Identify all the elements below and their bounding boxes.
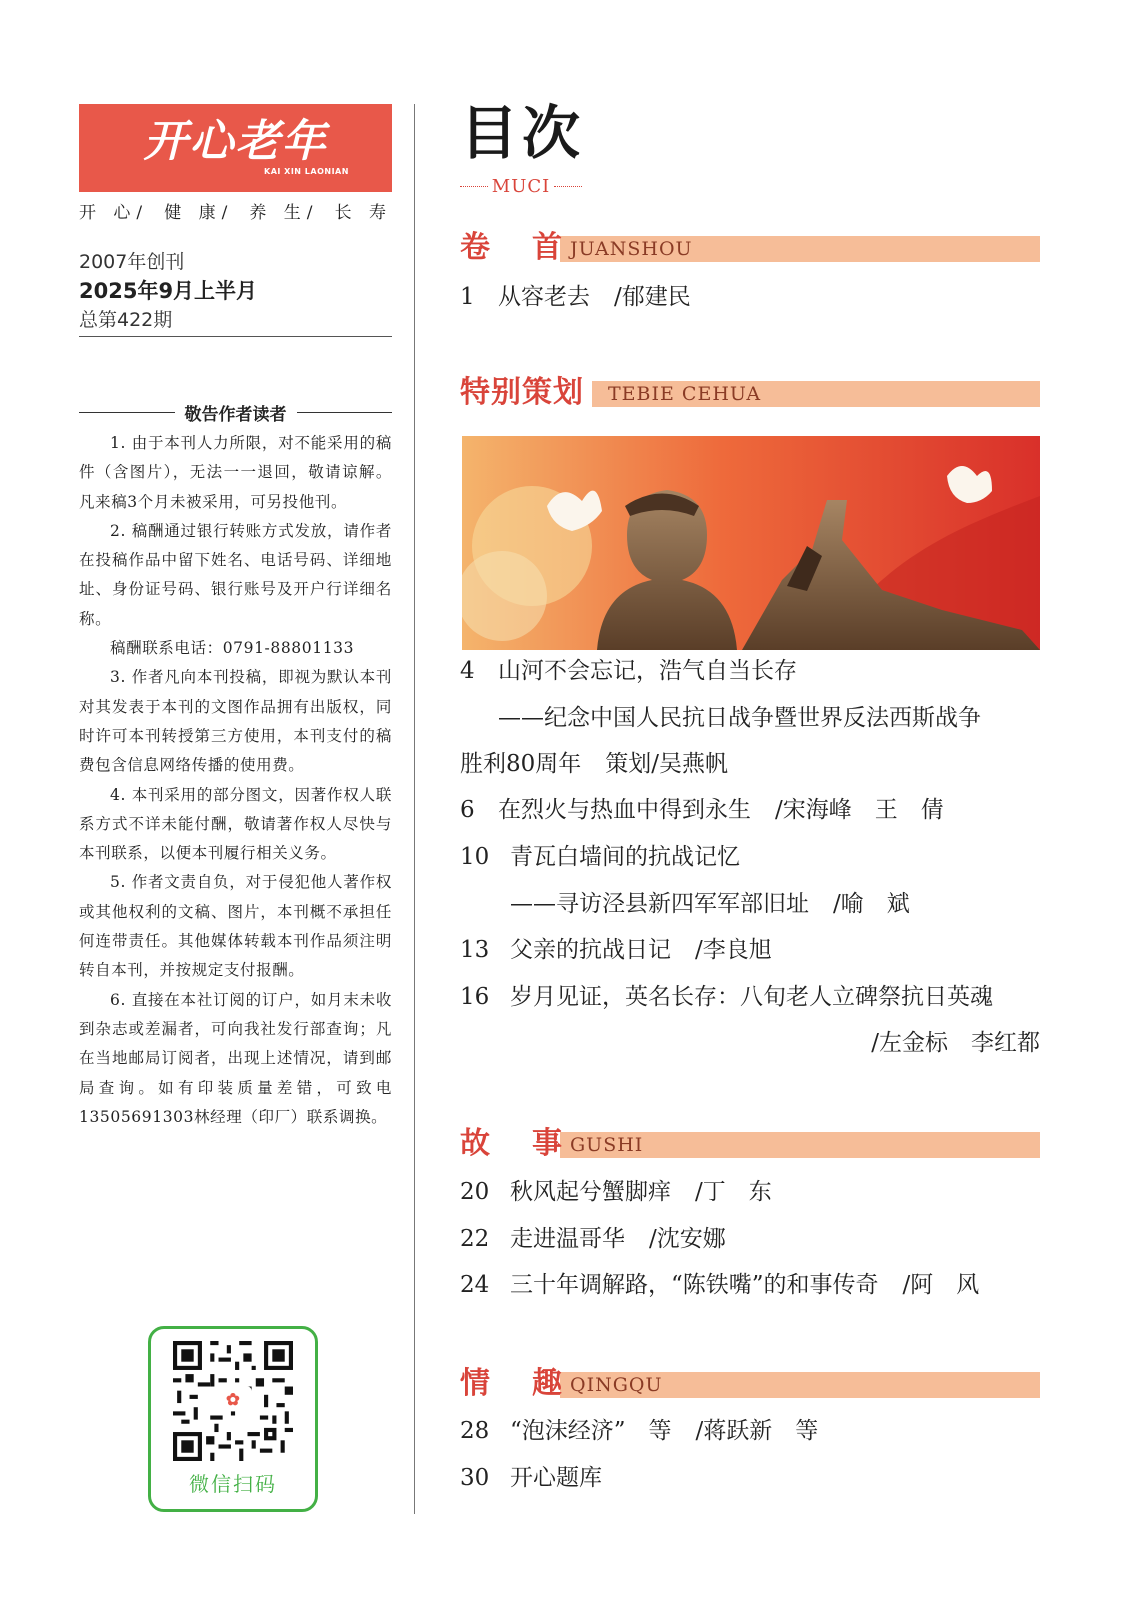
notice-paragraph: 5. 作者文责自负，对于侵犯他人著作权或其他权利的文稿、图片，本刊概不承担任何连带责任。其他媒体转载本刊作品须注明转自本刊，并按规定支付报酬。	[79, 873, 392, 980]
entry-title: 开心题库	[510, 1465, 602, 1491]
feature-banner-image	[462, 436, 1040, 650]
toc-entry[interactable]: 28 “泡沫经济” 等 /蒋跃新 等	[460, 1418, 819, 1444]
section-header-gushi	[460, 1128, 1040, 1162]
notice-paragraph: 4. 本刊采用的部分图文，因著作权人联系方式不详未能付酬，敬请著作权人尽快与本刊联系，以便本刊履行相关义务。	[79, 785, 392, 863]
toc-entry-subtitle: ——寻访泾县新四军军部旧址 /喻 斌	[510, 891, 910, 917]
qr-code-icon	[173, 1341, 293, 1461]
entry-title: “泡沫经济” 等	[510, 1418, 672, 1444]
toc-entry[interactable]: 16 岁月见证，英名长存：八旬老人立碑祭抗日英魂	[460, 984, 993, 1010]
toc-entry[interactable]: 10 青瓦白墙间的抗战记忆	[460, 844, 740, 870]
entry-author: /丁 东	[695, 1179, 772, 1205]
entry-author: /蒋跃新 等	[695, 1418, 819, 1444]
notice-paragraph: 3. 作者凡向本刊投稿，即视为默认本刊对其发表于本刊的文图作品拥有出版权，同时许可本刊转授第三方使用，本刊支付的稿费包含信息网络传播的使用费。	[79, 668, 392, 775]
logo-pinyin: KAI XIN LAONIAN	[264, 167, 349, 176]
toc-subtitle: MUCI	[460, 176, 582, 197]
section-title-en: JUANSHOU	[570, 238, 693, 260]
issue-number: 总第422期	[79, 309, 173, 331]
toc-entry-continuation: 胜利80周年 策划/吴燕帆	[460, 751, 729, 777]
notice-body	[79, 429, 392, 1132]
section-title-en: GUSHI	[570, 1134, 644, 1156]
issue-info	[79, 248, 392, 335]
notice-heading	[79, 400, 392, 425]
slogan-item: 养 生/	[249, 203, 319, 223]
entry-author: 策划/吴燕帆	[605, 751, 729, 777]
section-header-juanshou	[460, 232, 1040, 266]
section-title-en: TEBIE CEHUA	[608, 383, 762, 405]
section-header-tebie-cehua	[460, 377, 1040, 411]
toc-entry[interactable]: 22 走进温哥华 /沈安娜	[460, 1226, 726, 1252]
section-title-cn: 特别策划	[460, 375, 584, 410]
notice-paragraph: 2. 稿酬通过银行转账方式发放，请作者在投稿作品中留下姓名、电话号码、详细地址、身份证号码、银行账号及开户行详细名称。	[79, 521, 392, 628]
entry-title: 父亲的抗战日记	[510, 937, 671, 963]
notice-paragraph: 1. 由于本刊人力所限，对不能采用的稿件（含图片），无法一一退回，敬请谅解。凡来稿3个月未被采用，可另投他刊。	[79, 434, 392, 511]
issue-date: 2025年9月上半月	[79, 279, 258, 303]
divider	[79, 412, 175, 413]
entry-title: 在烈火与热血中得到永生	[498, 797, 751, 823]
logo-text: 开心老年	[143, 116, 328, 167]
wechat-qr-card[interactable]	[148, 1326, 318, 1512]
toc-entry[interactable]: 4 山河不会忘记，浩气自当长存	[460, 658, 797, 684]
column-divider	[414, 104, 415, 1514]
qr-label: 微信扫码	[189, 1472, 277, 1496]
toc-entry[interactable]: 20 秋风起兮蟹脚痒 /丁 东	[460, 1179, 772, 1205]
entry-title: 山河不会忘记，浩气自当长存	[498, 658, 797, 684]
slogan	[79, 198, 392, 223]
slogan-item: 长 寿	[334, 203, 392, 223]
toc-entry[interactable]: 30 开心题库	[460, 1465, 602, 1491]
entry-title: 秋风起兮蟹脚痒	[510, 1179, 671, 1205]
toc-entry-author-line	[460, 1028, 1040, 1058]
divider	[297, 412, 393, 413]
section-title-cn: 情 趣	[460, 1366, 568, 1401]
toc-entry[interactable]: 24 三十年调解路，“陈铁嘴”的和事传奇 /阿 风	[460, 1272, 980, 1298]
toc-entry[interactable]: 13 父亲的抗战日记 /李良旭	[460, 937, 772, 963]
entry-author: /李良旭	[695, 937, 772, 963]
entry-author: /阿 风	[902, 1272, 980, 1298]
toc-entry[interactable]: 1 从容老去 /郁建民	[460, 284, 691, 310]
toc-title: 目次	[460, 99, 585, 167]
entry-title: 青瓦白墙间的抗战记忆	[510, 844, 740, 870]
divider	[79, 336, 392, 337]
section-header-qingqu	[460, 1368, 1040, 1402]
notice-paragraph: 稿酬联系电话：0791-88801133	[110, 639, 355, 658]
notice-paragraph: 6. 直接在本社订阅的订户，如月末未收到杂志或差漏者，可向我社发行部查询；凡在当地邮局订阅者，出现上述情况，请到邮局查询。如有印装质量差错，可致电13505691303林经理（印厂）联系调换。	[79, 990, 392, 1126]
section-title-cn: 故 事	[460, 1126, 568, 1161]
entry-title: 岁月见证，英名长存：八旬老人立碑祭抗日英魂	[510, 984, 993, 1010]
magazine-logo	[79, 104, 392, 192]
entry-title: 从容老去	[498, 284, 590, 310]
entry-author: /喻 斌	[833, 891, 910, 917]
toc-entry[interactable]: 6 在烈火与热血中得到永生 /宋海峰 王 倩	[460, 797, 944, 823]
entry-title: 走进温哥华	[510, 1226, 625, 1252]
notice-title: 敬告作者读者	[184, 405, 287, 425]
entry-title: 三十年调解路，“陈铁嘴”的和事传奇	[510, 1272, 879, 1298]
entry-author: /左金标 李红都	[871, 1030, 1040, 1056]
founded-year: 2007年创刊	[79, 251, 185, 273]
section-title-en: QINGQU	[570, 1374, 663, 1396]
slogan-item: 健 康/	[164, 203, 234, 223]
svg-text:✿: ✿	[226, 1389, 240, 1410]
toc-entry-subtitle: ——纪念中国人民抗日战争暨世界反法西斯战争	[498, 705, 981, 731]
entry-author: /郁建民	[614, 284, 691, 310]
entry-author: /沈安娜	[649, 1226, 726, 1252]
slogan-item: 开 心/	[79, 203, 149, 223]
section-title-cn: 卷 首	[460, 230, 568, 265]
entry-author: /宋海峰 王 倩	[775, 797, 944, 823]
